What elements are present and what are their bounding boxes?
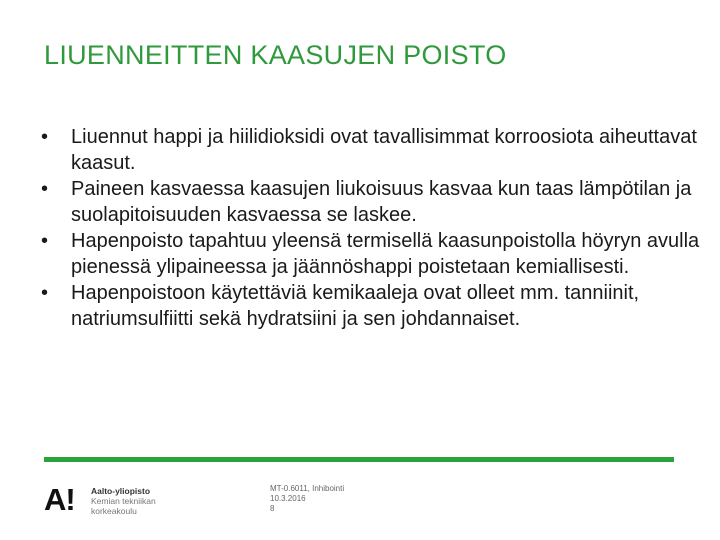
university-name: Aalto-yliopisto (91, 486, 151, 496)
bullet-item: • Paineen kasvaessa kaasujen liukoisuus kasvaa kun taas lämpötilan ja suolapitoisuuden kasvaessa se laskee. (40, 176, 700, 228)
aalto-logo: A! (44, 482, 75, 517)
slide-date: 10.3.2016 (270, 494, 306, 503)
organization-name (91, 486, 156, 516)
footer-divider (44, 457, 674, 462)
bullet-item: • Hapenpoisto tapahtuu yleensä termisellä kaasunpoistolla höyryn avulla pienessä ylipaineessa ja jäännöshappi poistetaan kemiallisesti. (40, 228, 700, 280)
school-name-line2: korkeakoulu (91, 506, 137, 516)
footer-meta (270, 484, 344, 514)
bullet-item: • Hapenpoistoon käytettäviä kemikaaleja ovat olleet mm. tanniinit, natriumsulfiitti sekä hydratsiini ja sen johdannaiset. (40, 280, 700, 332)
slide-title: LIUENNEITTEN KAASUJEN POISTO (44, 40, 507, 70)
bullet-list (40, 124, 700, 332)
bullet-item: • Liuennut happi ja hiilidioksidi ovat tavallisimmat korroosiota aiheuttavat kaasut. (40, 124, 700, 176)
school-name-line1: Kemian tekniikan (91, 496, 156, 506)
course-code: MT-0.6011, Inhibointi (270, 484, 345, 493)
page-number: 8 (270, 504, 275, 513)
